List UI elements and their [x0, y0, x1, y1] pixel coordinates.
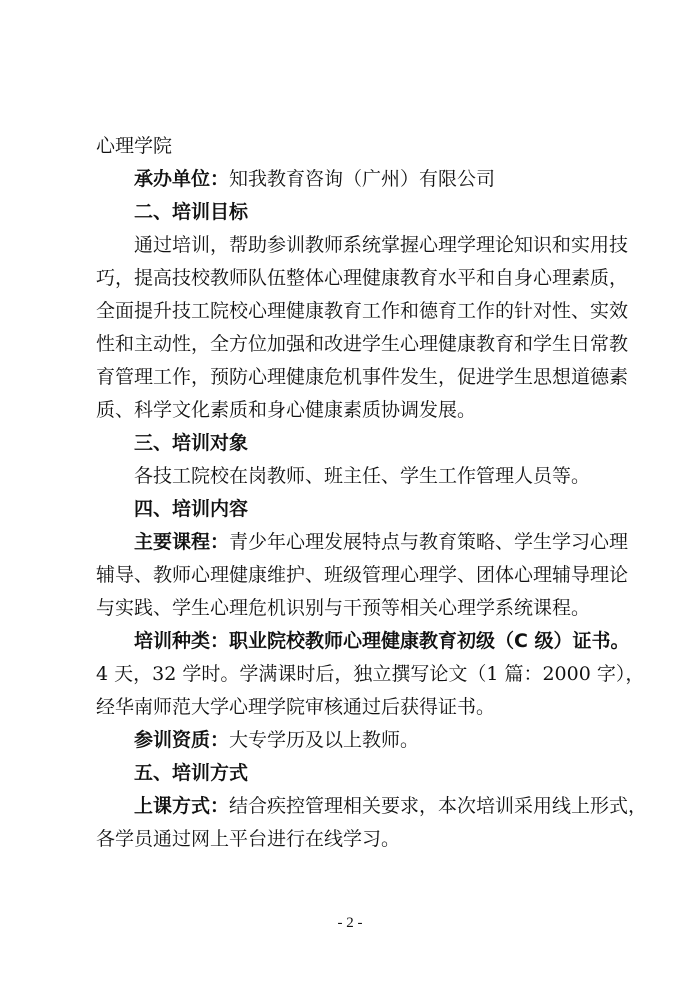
qualification-label: 参训资质： — [134, 729, 230, 751]
qualification-value: 大专学历及以上教师。 — [229, 729, 420, 751]
text-line: 4 天，32 学时。学满课时后，独立撰写论文（1 篇：2000 字）， — [96, 663, 645, 685]
mode-line — [134, 794, 648, 818]
section-heading-mode: 五、培训方式 — [134, 762, 249, 784]
mode-text: 结合疾控管理相关要求，本次培训采用线上形式， — [229, 795, 648, 817]
section-heading-target: 三、培训对象 — [134, 432, 249, 454]
text-line: 辅导、教师心理健康维护、班级管理心理学、团体心理辅导理论 — [96, 564, 629, 586]
kind-line: 培训种类：职业院校教师心理健康教育初级（C 级）证书。 — [134, 630, 630, 652]
text-line: 质、科学文化素质和身心健康素质协调发展。 — [96, 399, 477, 421]
organizer-value: 知我教育咨询（广州）有限公司 — [229, 168, 496, 190]
text-line: 与实践、学生心理危机识别与干预等相关心理学系统课程。 — [96, 597, 591, 619]
course-text: 青少年心理发展特点与教育策略、学生学习心理 — [229, 531, 629, 553]
text-line: 育管理工作，预防心理健康危机事件发生，促进学生思想道德素 — [96, 366, 629, 388]
text-line: 全面提升技工院校心理健康教育工作和德育工作的针对性、实效 — [96, 300, 629, 322]
text-line: 性和主动性，全方位加强和改进学生心理健康教育和学生日常教 — [96, 333, 629, 355]
text-line: 心理学院 — [96, 135, 173, 157]
section-heading-content: 四、培训内容 — [134, 498, 249, 520]
section-heading-goals: 二、培训目标 — [134, 201, 249, 223]
organizer-line — [134, 167, 616, 191]
qualification-line — [134, 728, 616, 752]
course-label: 主要课程： — [134, 531, 230, 553]
mode-label: 上课方式： — [134, 795, 230, 817]
text-line: 经华南师范大学心理学院审核通过后获得证书。 — [96, 696, 496, 718]
organizer-label: 承办单位： — [134, 168, 230, 190]
text-line: 各技工院校在岗教师、班主任、学生工作管理人员等。 — [134, 465, 591, 487]
page-number: - 2 - — [337, 915, 363, 931]
text-line: 巧，提高技校教师队伍整体心理健康教育水平和自身心理素质， — [96, 267, 629, 289]
course-line — [134, 530, 629, 554]
text-line: 各学员通过网上平台进行在线学习。 — [96, 828, 401, 850]
text-line: 通过培训，帮助参训教师系统掌握心理学理论知识和实用技 — [134, 234, 629, 256]
